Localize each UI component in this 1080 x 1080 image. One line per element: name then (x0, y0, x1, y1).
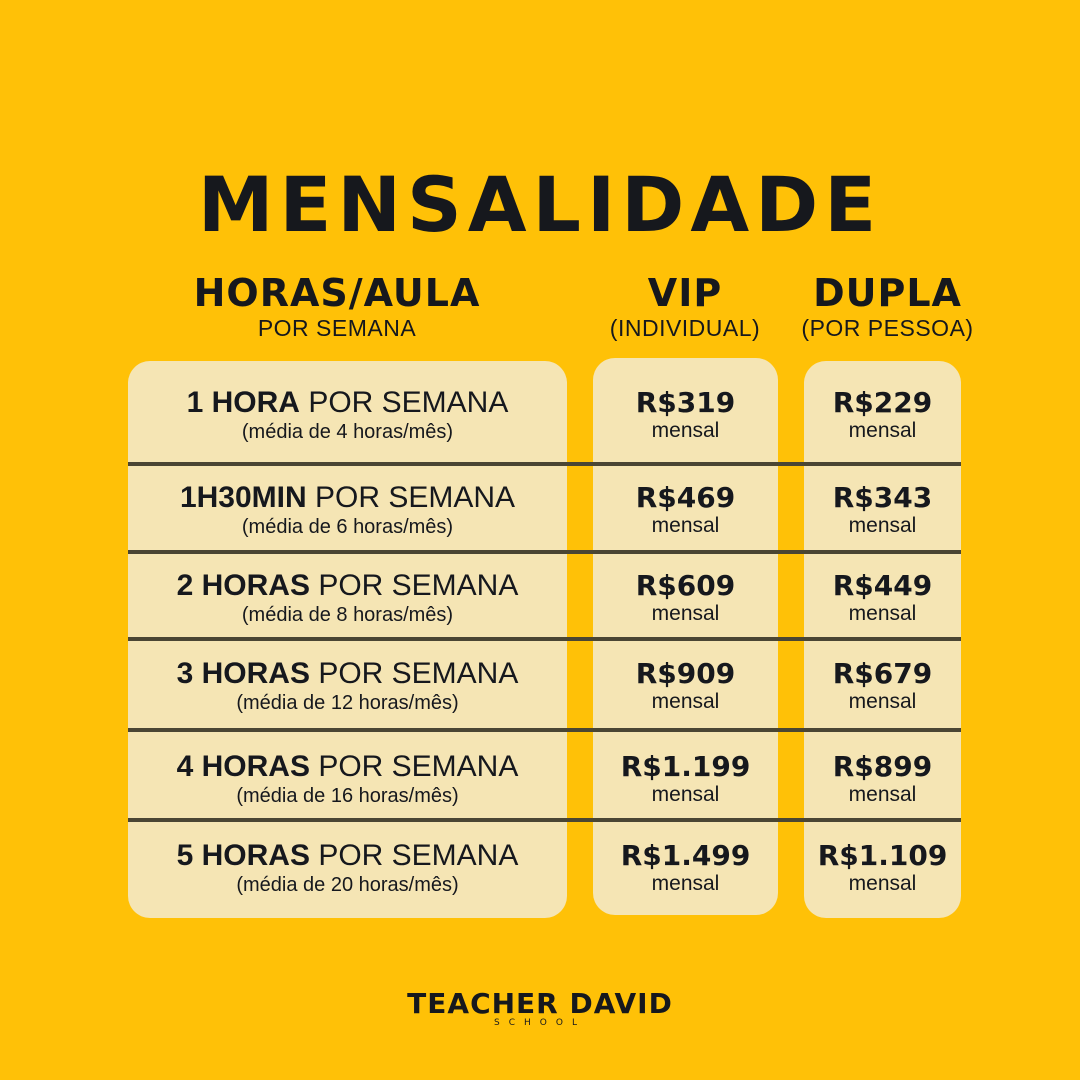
row-divider (128, 818, 961, 822)
dupla-period: mensal (848, 419, 917, 442)
vip-price: R$609 (635, 569, 736, 602)
vip-column-heading: VIP (647, 271, 723, 315)
row-divider (128, 637, 961, 641)
hours-note: (média de 6 horas/mês) (241, 516, 454, 538)
dupla-column-header (795, 272, 980, 342)
vip-period: mensal (651, 872, 720, 895)
hours-label (177, 569, 519, 603)
vip-column-subheading: (INDIVIDUAL) (609, 315, 761, 341)
dupla-price-cell (804, 563, 961, 633)
dupla-price: R$679 (832, 657, 933, 690)
hours-label (177, 839, 519, 873)
dupla-price: R$1.109 (817, 839, 948, 872)
hours-note: (média de 8 horas/mês) (241, 604, 454, 626)
brand-subtitle: SCHOOL (494, 1018, 586, 1028)
vip-price-cell (593, 380, 778, 450)
dupla-price: R$899 (832, 750, 933, 783)
vip-period: mensal (651, 514, 720, 537)
table-row (98, 563, 597, 633)
dupla-period: mensal (848, 514, 917, 537)
hours-rest: POR SEMANA (309, 750, 519, 783)
vip-price-cell (593, 833, 778, 903)
brand-name: TEACHER DAVID (407, 987, 673, 1020)
hours-rest: POR SEMANA (309, 657, 519, 690)
hours-note: (média de 4 horas/mês) (241, 421, 454, 443)
vip-price: R$469 (635, 481, 736, 514)
hours-note: (média de 16 horas/mês) (236, 785, 459, 807)
vip-period: mensal (651, 690, 720, 713)
hours-rest: POR SEMANA (309, 569, 519, 602)
vip-price: R$1.499 (620, 839, 751, 872)
dupla-period: mensal (848, 783, 917, 806)
table-row (98, 380, 597, 450)
dupla-price-cell (804, 744, 961, 814)
dupla-price: R$449 (832, 569, 933, 602)
dupla-price: R$229 (832, 386, 933, 419)
vip-period: mensal (651, 602, 720, 625)
page-title: MENSALIDADE (197, 160, 883, 249)
hours-label (187, 386, 509, 420)
table-row (98, 744, 597, 814)
dupla-price-cell (804, 651, 961, 721)
hours-note: (média de 20 horas/mês) (236, 874, 459, 896)
hours-rest: POR SEMANA (299, 386, 509, 419)
hours-bold: 2 HORAS (176, 569, 310, 602)
hours-label (177, 750, 519, 784)
hours-rest: POR SEMANA (306, 481, 516, 514)
table-row (98, 651, 597, 721)
vip-price: R$319 (635, 386, 736, 419)
row-divider (128, 462, 961, 466)
dupla-price-cell (804, 475, 961, 545)
dupla-price-cell (804, 833, 961, 903)
vip-column-header (592, 272, 778, 342)
hours-bold: 5 HORAS (176, 839, 310, 872)
dupla-column-heading: DUPLA (813, 271, 962, 315)
vip-price-cell (593, 475, 778, 545)
hours-label (180, 481, 515, 515)
hours-bold: 4 HORAS (176, 750, 310, 783)
hours-bold: 1H30MIN (179, 481, 307, 514)
row-divider (128, 550, 961, 554)
vip-period: mensal (651, 783, 720, 806)
hours-bold: 3 HORAS (176, 657, 310, 690)
dupla-period: mensal (848, 602, 917, 625)
vip-price: R$1.199 (620, 750, 751, 783)
vip-period: mensal (651, 419, 720, 442)
dupla-price: R$343 (832, 481, 933, 514)
hours-column-heading: HORAS/AULA (193, 271, 481, 315)
vip-price: R$909 (635, 657, 736, 690)
hours-bold: 1 HORA (186, 386, 300, 419)
hours-rest: POR SEMANA (309, 839, 519, 872)
hours-column-header (130, 272, 544, 342)
hours-column-subheading: POR SEMANA (257, 315, 417, 341)
vip-price-cell (593, 563, 778, 633)
hours-note: (média de 12 horas/mês) (236, 692, 459, 714)
row-divider (128, 728, 961, 732)
table-row (98, 833, 597, 903)
dupla-period: mensal (848, 872, 917, 895)
vip-price-cell (593, 744, 778, 814)
dupla-price-cell (804, 380, 961, 450)
hours-label (177, 657, 519, 691)
vip-price-cell (593, 651, 778, 721)
dupla-period: mensal (848, 690, 917, 713)
brand-logo (0, 988, 1080, 1028)
dupla-column-subheading: (POR PESSOA) (801, 315, 974, 341)
table-row (98, 475, 597, 545)
